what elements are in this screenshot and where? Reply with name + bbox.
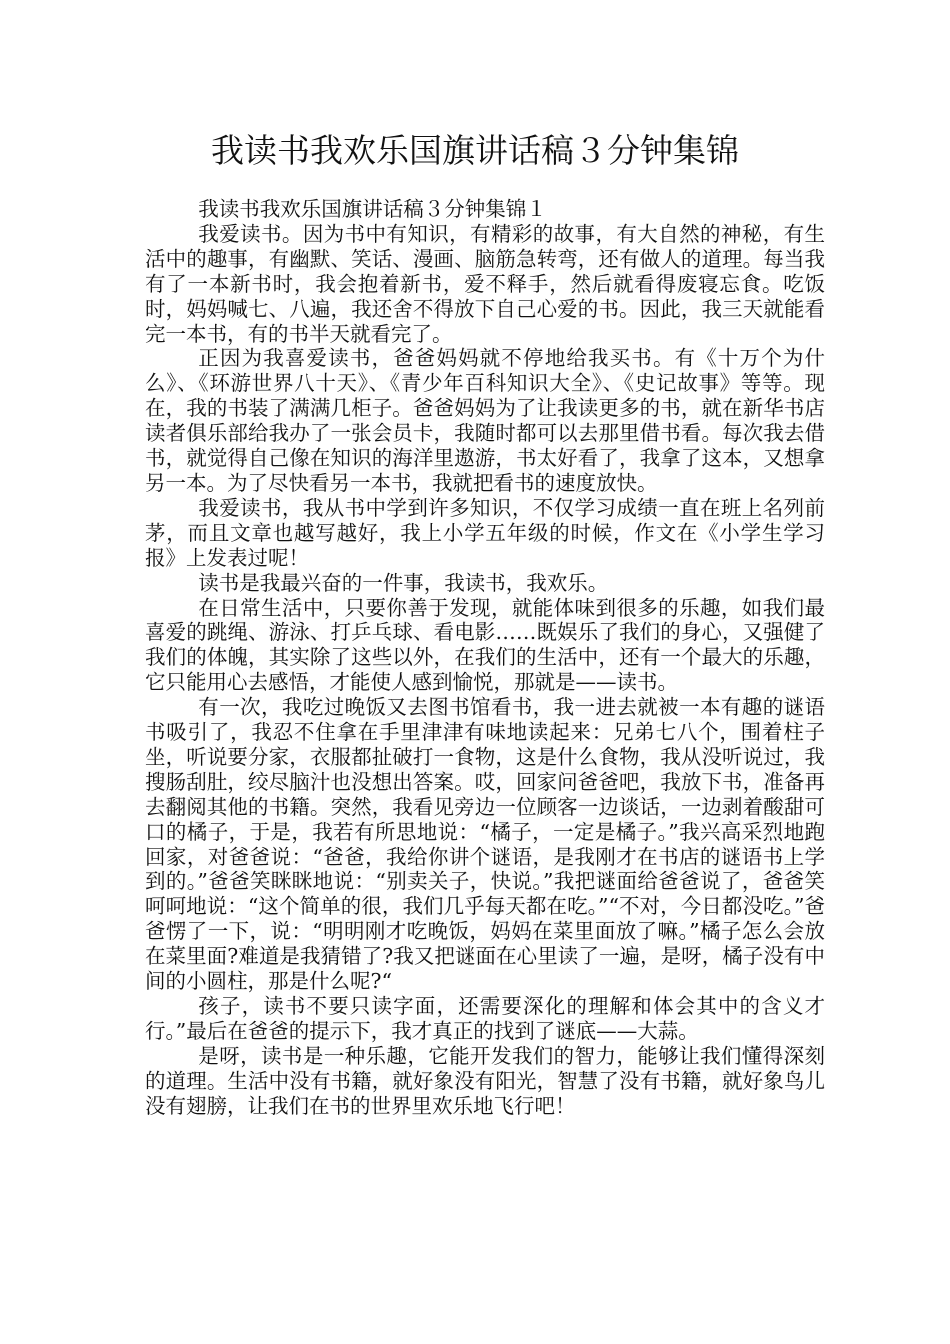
paragraph-7: 孩子，读书不要只读字面，还需要深化的理解和体会其中的含义才行。”最后在爸爸的提示下，我才真正的找到了谜底——大蒜。 [145,994,825,1043]
paragraph-6: 有一次，我吃过晚饭又去图书馆看书，我一进去就被一本有趣的谜语书吸引了，我忍不住拿在手里津津有味地读起来：兄弟七八个，围着柱子坐，听说要分家，衣服都扯破打一食物，这是什么食物，我从没听说过，我搜肠刮肚，绞尽脑汁也没想出答案。哎，回家问爸爸吧，我放下书，准备再去翻阅其他的书籍。突然，我看见旁边一位顾客一边谈话，一边剥着酸甜可口的橘子，于是，我若有所思地说：“橘子，一定是橘子。”我兴高采烈地跑回家，对爸爸说：“爸爸，我给你讲个谜语，是我刚才在书店的谜语书上学到的。”爸爸笑眯眯地说：“别卖关子，快说。”我把谜面给爸爸说了，爸爸笑呵呵地说：“这个简单的很，我们几乎每天都在吃。”“不对，今日都没吃。”爸爸愣了一下，说：“明明刚才吃晚饭，妈妈在菜里面放了嘛。”橘子怎么会放在菜里面?难道是我猜错了?我又把谜面在心里读了一遍，是呀，橘子没有中间的小圆柱，那是什么呢?“ [145,695,825,994]
paragraph-2: 正因为我喜爱读书，爸爸妈妈就不停地给我买书。有《十万个为什么》、《环游世界八十天》、《青少年百科知识大全》、《史记故事》等等。现在，我的书装了满满几柜子。爸爸妈妈为了让我读更多的书，就在新华书店读者俱乐部给我办了一张会员卡，我随时都可以去那里借书看。每次我去借书，就觉得自己像在知识的海洋里遨游，书太好看了，我拿了这本，又想拿另一本。为了尽快看另一本书，我就把看书的速度放快。 [145,346,825,495]
paragraph-1: 我爱读书。因为书中有知识，有精彩的故事，有大自然的神秘，有生活中的趣事，有幽默、笑话、漫画、脑筋急转弯，还有做人的道理。每当我有了一本新书时，我会抱着新书，爱不释手，然后就看得废寝忘食。吃饭时，妈妈喊七、八遍，我还舍不得放下自己心爱的书。因此，我三天就能看完一本书，有的书半天就看完了。 [145,221,825,346]
paragraph-4: 读书是我最兴奋的一件事，我读书，我欢乐。 [198,570,609,595]
document-body [145,197,825,1119]
document-title: 我读书我欢乐国旗讲话稿３分钟集锦 [211,131,739,170]
paragraph-8: 是呀，读书是一种乐趣，它能开发我们的智力，能够让我们懂得深刻的道理。生活中没有书籍，就好象没有阳光，智慧了没有书籍，就好象鸟儿没有翅膀，让我们在书的世界里欢乐地飞行吧！ [145,1043,825,1118]
paragraph-5: 在日常生活中，只要你善于发现，就能体味到很多的乐趣，如我们最喜爱的跳绳、游泳、打乒乓球、看电影……既娱乐了我们的身心，又强健了我们的体魄，其实除了这些以外，在我们的生活中，还有一个最大的乐趣，它只能用心去感悟，才能使人感到愉悦，那就是——读书。 [145,595,825,695]
paragraph-3: 我爱读书，我从书中学到许多知识，不仅学习成绩一直在班上名列前茅，而且文章也越写越好，我上小学五年级的时候，作文在《小学生学习报》上发表过呢！ [145,495,825,570]
section-subtitle: 我读书我欢乐国旗讲话稿３分钟集锦１ [198,197,547,221]
